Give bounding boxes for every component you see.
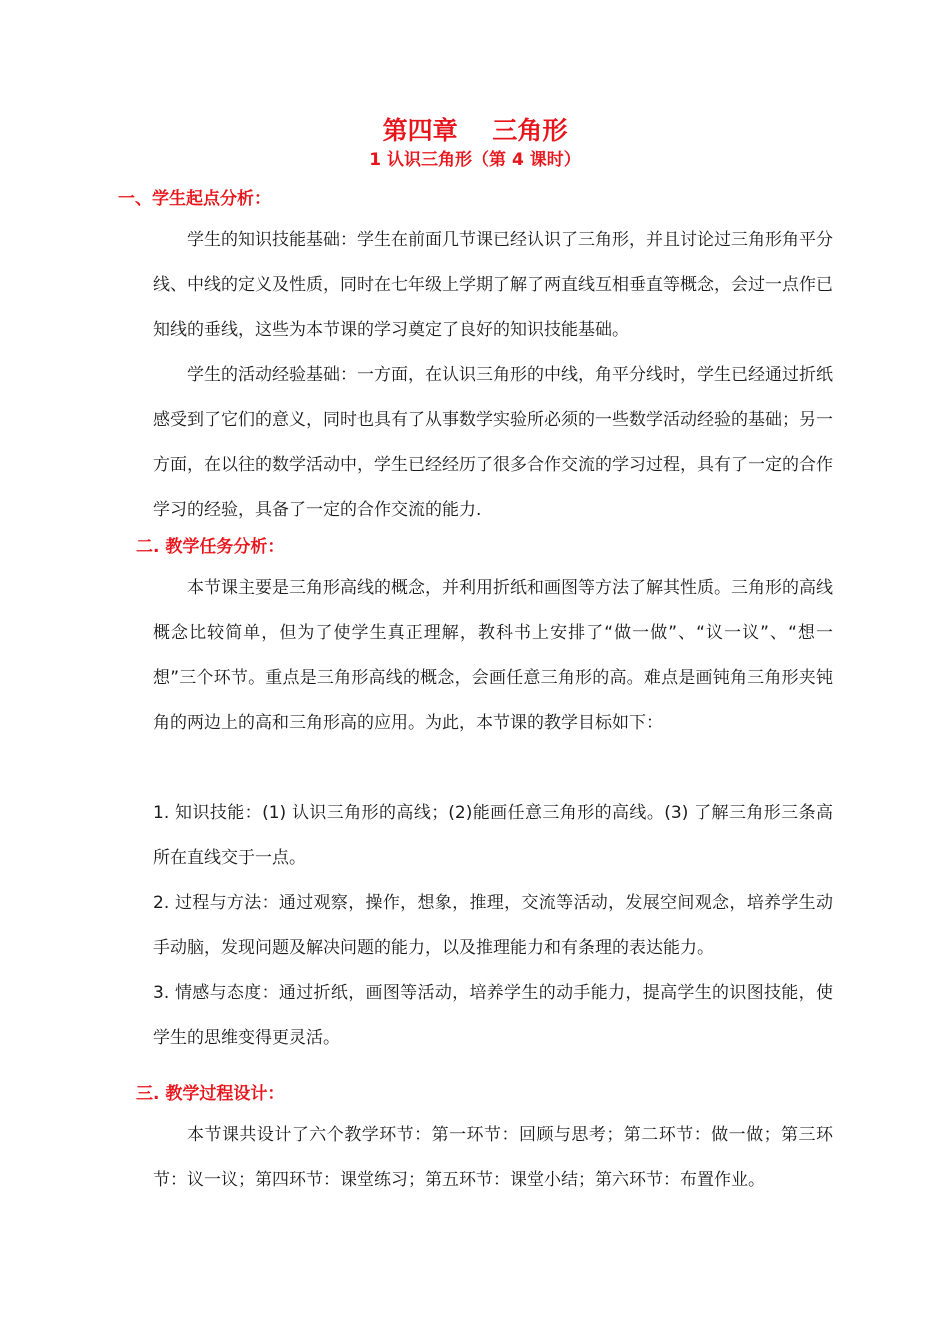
section-1-paragraph-2: 学生的活动经验基础：一方面，在认识三角形的中线，角平分线时，学生已经通过折纸感受到了它们的意义，同时也具有了从事数学实验所必须的一些数学活动经验的基础；另一方面，在以往的数学活动中，学生已经经历了很多合作交流的学习过程，具有了一定的合作学习的经验，具备了一定的合作交流的能力.	[153, 365, 833, 520]
chapter-title: 第四章 三角形	[382, 116, 568, 145]
section-heading-2: 二. 教学任务分析：	[136, 537, 285, 557]
section-heading-3: 三. 教学过程设计：	[136, 1084, 285, 1104]
objective-item-1: 1. 知识技能：(1) 认识三角形的高线；(2)能画任意三角形的高线。(3) 了解三角形三条高所在直线交于一点。	[153, 803, 833, 868]
section-2-paragraph-1: 本节课主要是三角形高线的概念，并利用折纸和画图等方法了解其性质。三角形的高线概念比较简单，但为了使学生真正理解，教科书上安排了“做一做”、“议一议”、“想一想”三个环节。重点是三角形高线的概念，会画任意三角形的高。难点是画钝角三角形夹钝角的两边上的高和三角形高的应用。为此，本节课的教学目标如下：	[153, 578, 833, 733]
section-1-paragraph-1: 学生的知识技能基础：学生在前面几节课已经认识了三角形，并且讨论过三角形角平分线、中线的定义及性质，同时在七年级上学期了解了两直线互相垂直等概念，会过一点作已知线的垂线，这些为本节课的学习奠定了良好的知识技能基础。	[153, 230, 833, 340]
section-3-paragraph-1: 本节课共设计了六个教学环节：第一环节：回顾与思考；第二环节：做一做；第三环节：议一议；第四环节：课堂练习；第五环节：课堂小结；第六环节：布置作业。	[153, 1125, 833, 1190]
section-heading-1: 一、学生起点分析：	[118, 189, 271, 209]
objective-item-3: 3. 情感与态度：通过折纸，画图等活动，培养学生的动手能力，提高学生的识图技能，使学生的思维变得更灵活。	[153, 983, 833, 1048]
lesson-subtitle: 1 认识三角形（第 4 课时）	[369, 150, 581, 170]
objective-item-2: 2. 过程与方法：通过观察，操作，想象，推理，交流等活动，发展空间观念，培养学生动手动脑，发现问题及解决问题的能力，以及推理能力和有条理的表达能力。	[153, 893, 833, 958]
